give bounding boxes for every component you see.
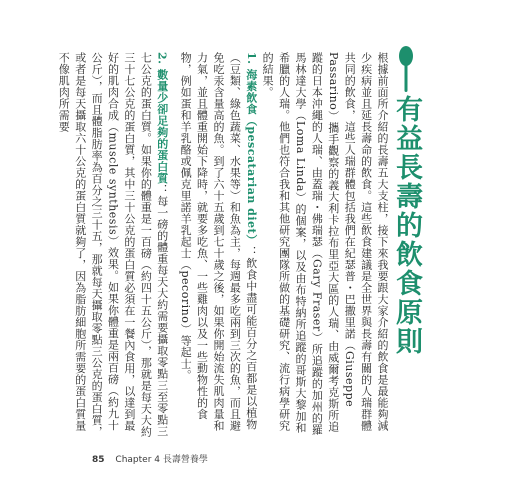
section-1-heading: 1. 海素飲食（pescatarian diet）	[244, 52, 258, 246]
body-text	[57, 52, 390, 442]
intro-paragraph: 根據前面所介紹的長壽五大支柱，接下來我要跟大家介紹的飲食是最能夠減少疾病並且延長壽命的飲食。這些飲食建議是全世界與長壽有關的人瑞群體共同的飲食，這些人瑞群體包括我們在紀瑟普・巴撒里諾（Giuseppe Passarino）攜手觀察的義大利卡拉布里亞大區的人瑞、由威爾考克斯所追蹤的日本沖繩的人瑞、由蓋瑞・佛瑞瑟（Gary Fraser）所追蹤的加州的羅馬林達大學（Loma Linda）的個案，以及由布特納所追蹤的哥斯大黎加和希臘的人瑞。他們也符合我和其他研究團隊所做的基礎研究、流行病學研究的結果。	[261, 52, 389, 436]
section-1-text: ：飲食中盡可能百分之百都是以植物（豆類、綠色蔬菜、水果等）和魚為主，每週最多吃兩到三次的魚，而且避免吃汞含量高的魚。到了六十五歲到七十歲之後，如果你開始流失肌肉量和力氣，並且體重開始下降時，就要多吃魚、一些雞肉以及一些動物性的食物，例如蛋和羊乳酪或佩克里諾羊乳起士（pecorino）等起士。	[179, 52, 258, 432]
section-2-paragraph	[55, 52, 170, 442]
chapter-label: Chapter 4 長壽營養學	[115, 455, 208, 465]
page-title: 有益長壽的飲食原則	[391, 95, 422, 356]
page-number: 85	[92, 455, 105, 465]
section-2-heading: 2. 數量少卻足夠的蛋白質	[155, 52, 169, 184]
section-2-text: ：每一磅的體重每天大約需要攝取零點三至零點三七公克的蛋白質。如果你的體重是一百磅（約四十五公斤），那就是每天大約三十七公克的蛋白質，其中三十公克的蛋白質必須在一餐內食用，以達到最好的肌肉合成（muscle synthesis）效果。如果你體重是兩百磅（約九十公斤），而且體脂肪率為百分之三十五，那就每天攝取零點三公克的蛋白質，或者是每天攝取六十公克的蛋白質就夠了，因為脂肪細胞所需要的蛋白質量不像肌肉所需要	[57, 52, 169, 438]
page-footer	[92, 452, 208, 465]
spoon-icon	[390, 45, 422, 93]
section-1-paragraph	[177, 52, 259, 442]
section-title-area	[384, 45, 434, 445]
